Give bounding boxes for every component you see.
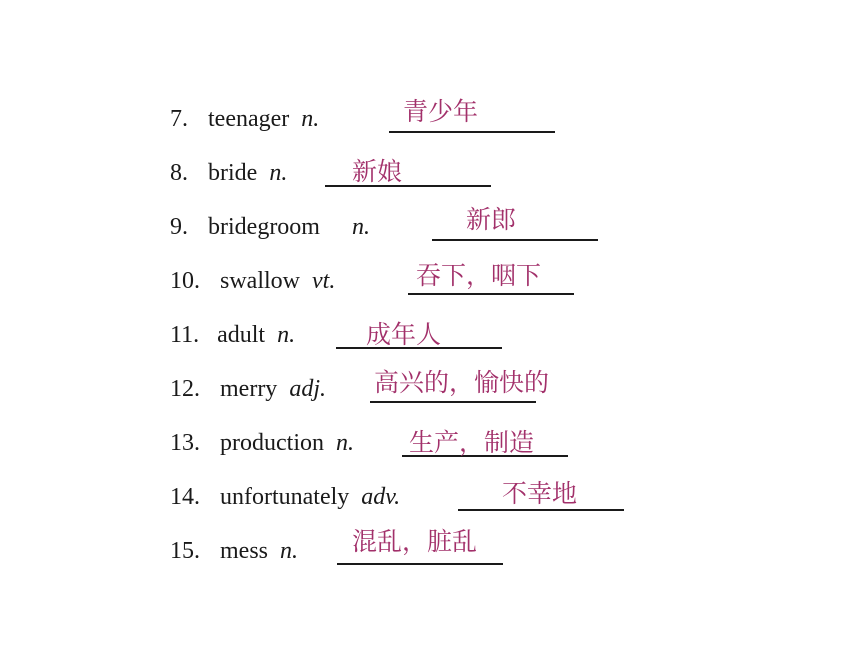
answer-text: 新娘 (352, 157, 403, 186)
vocab-word: bride (208, 160, 258, 186)
answer-text: 新郎 (466, 205, 517, 234)
item-number: 12. (170, 376, 200, 402)
answer-text: 不幸地 (502, 479, 578, 508)
answer-blank (408, 293, 574, 295)
vocab-word: bridegroom (208, 214, 320, 240)
answer-blank (432, 239, 598, 241)
answer-text: 青少年 (403, 97, 479, 126)
part-of-speech: adj. (289, 376, 326, 402)
vocab-word: adult (217, 322, 266, 348)
answer-text: 高兴的，愉快的 (374, 368, 550, 397)
answer-text: 混乱，脏乱 (352, 527, 478, 556)
answer-blank (370, 401, 536, 403)
part-of-speech: n. (351, 214, 370, 240)
vocab-item (170, 426, 354, 460)
part-of-speech: adv. (361, 484, 401, 510)
vocab-item (170, 480, 400, 514)
vocab-word: production (220, 430, 324, 456)
answer-text: 生产，制造 (409, 428, 535, 457)
answer-blank (325, 185, 491, 187)
vocab-item (170, 102, 319, 136)
answer-blank (458, 509, 624, 511)
vocab-item (170, 534, 298, 568)
part-of-speech: vt. (312, 268, 336, 294)
vocab-word: teenager (208, 106, 290, 132)
item-number: 15. (170, 538, 200, 564)
answer-blank (337, 563, 503, 565)
item-number: 9. (170, 214, 188, 240)
part-of-speech: n. (269, 160, 288, 186)
vocab-item (170, 318, 295, 352)
item-number: 10. (170, 268, 200, 294)
part-of-speech: n. (335, 430, 354, 456)
vocab-word: mess (220, 538, 268, 564)
part-of-speech: n. (301, 106, 320, 132)
vocab-item (170, 372, 326, 406)
answer-text: 成年人 (366, 320, 442, 349)
item-number: 13. (170, 430, 200, 456)
vocab-word: swallow (220, 268, 300, 294)
vocab-item (170, 156, 287, 190)
part-of-speech: n. (277, 322, 296, 348)
item-number: 7. (170, 106, 188, 132)
vocab-word: merry (220, 376, 278, 402)
answer-blank (389, 131, 555, 133)
part-of-speech: n. (280, 538, 298, 564)
item-number: 14. (170, 484, 200, 510)
item-number: 8. (170, 160, 188, 186)
vocab-item (170, 264, 335, 298)
vocab-word: unfortunately (220, 484, 350, 510)
item-number: 11. (170, 322, 200, 348)
answer-text: 吞下，咽下 (416, 261, 542, 290)
vocab-item (170, 210, 370, 244)
